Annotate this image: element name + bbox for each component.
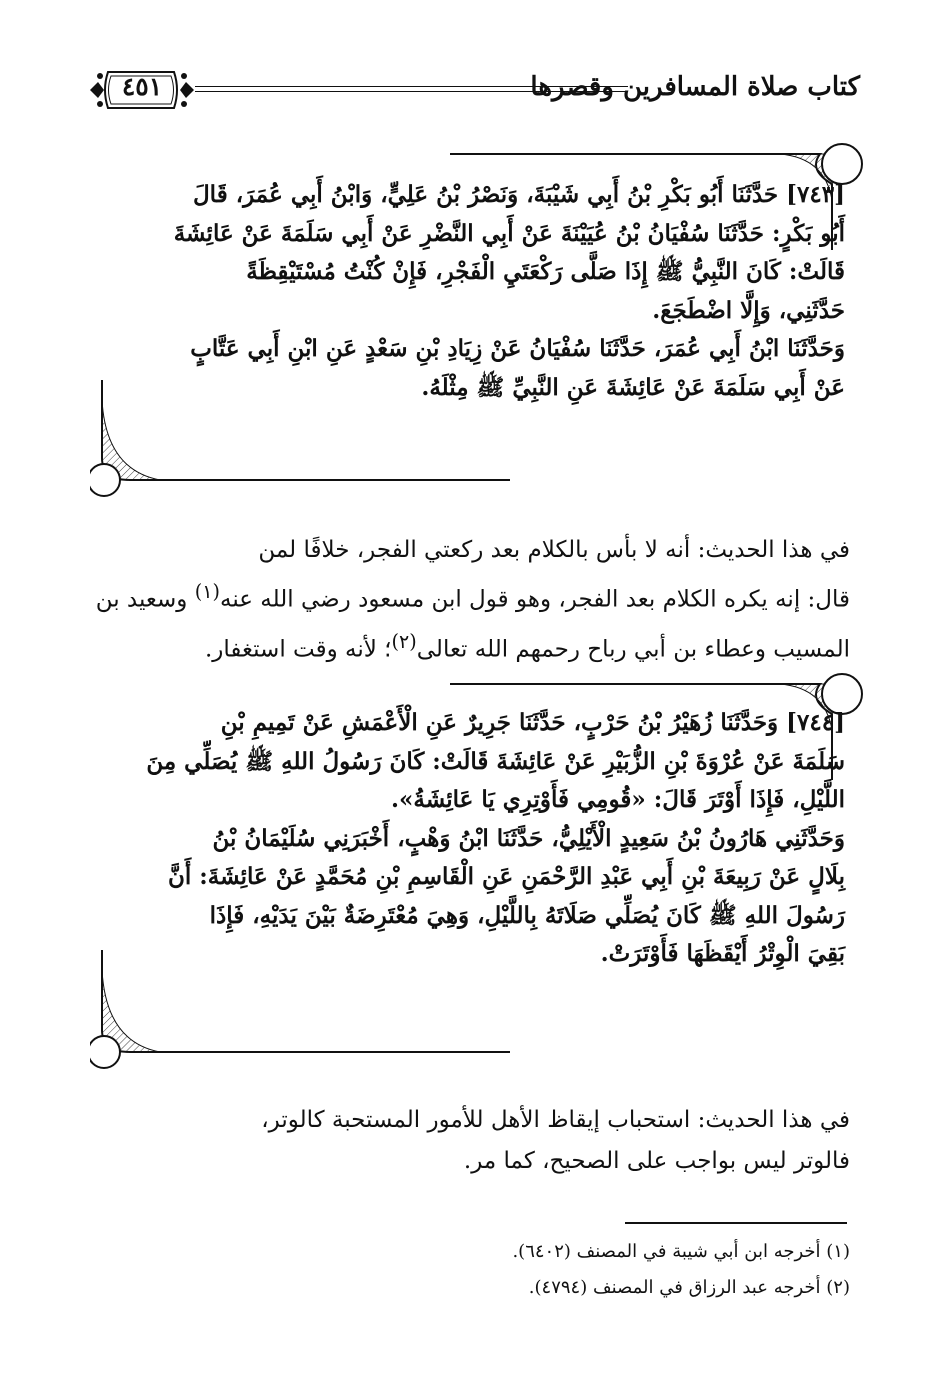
footnote-2: (٢) أخرجه عبد الرزاق في المصنف (٤٧٩٤).: [528, 1277, 850, 1298]
hadith-744: [105, 704, 845, 974]
hadith-743: [105, 176, 845, 407]
hadith-line: قَالَتْ: كَانَ النَّبِيُّ ﷺ إِذَا صَلَّى رَكْعَتَيِ الْفَجْرِ، فَإِنْ كُنْتُ مُسْتَيْقِظَةً: [246, 258, 845, 285]
commentary-text: ؛ لأنه وقت استغفار.: [204, 636, 392, 663]
hadith-line: حَدَّثَنِي، وَإِلَّا اضْطَجَعَ.: [652, 296, 845, 324]
commentary-text: قال: إنه يكره الكلام بعد الفجر، وهو قول ابن مسعود رضي الله عنه: [220, 586, 850, 613]
footnote-ref-2[interactable]: (٢): [391, 629, 417, 653]
footnote-separator: [625, 1222, 847, 1224]
hadith-line: وَحَدَّثَنِي هَارُونُ بْنُ سَعِيدٍ الْأَيْلِيُّ، حَدَّثَنَا ابْنُ وَهْبٍ، أَخْبَرَنِي سُلَيْمَانُ بْنُ: [212, 824, 845, 852]
hadith-line: عَنْ أَبِي سَلَمَةَ عَنْ عَائِشَةَ عَنِ النَّبِيِّ ﷺ مِثْلَهُ.: [421, 373, 845, 401]
page-number-ornament: [88, 66, 196, 114]
footnotes: [100, 1238, 850, 1310]
page-header: [70, 62, 860, 122]
commentary-line: فالوتر ليس بواجب على الصحيح، كما مر.: [463, 1148, 850, 1174]
hadith-line: سَلَمَةَ عَنْ عُرْوَةَ بْنِ الزُّبَيْرِ عَنْ عَائِشَةَ قَالَتْ: كَانَ رَسُولُ اللهِ ﷺ يُصَلِّي مِنَ: [146, 747, 845, 775]
hadith-line: رَسُولَ اللهِ ﷺ كَانَ يُصَلِّي صَلَاتَهُ بِاللَّيْلِ، وَهِيَ مُعْتَرِضَةٌ بَيْنَ يَدَيْهِ، فَإِذَا: [209, 901, 845, 929]
hadith-line: اللَّيْلِ، فَإِذَا أَوْتَرَ قَالَ: «قُومِي فَأَوْتِرِي يَا عَائِشَةُ».: [391, 786, 845, 813]
commentary-743: [85, 530, 850, 670]
footnote-1: (١) أخرجه ابن أبي شيبة في المصنف (٦٤٠٢).: [512, 1241, 850, 1262]
commentary-line: في هذا الحديث: استحباب إيقاظ الأهل للأمور المستحبة كالوتر،: [261, 1107, 850, 1133]
hadith-line: بَقِيَ الْوِتْرُ أَيْقَظَهَا فَأَوْتَرَتْ.: [600, 940, 845, 967]
commentary-line: في هذا الحديث: أنه لا بأس بالكلام بعد ركعتي الفجر، خلافًا لمن: [258, 537, 850, 563]
footnote-ref-1[interactable]: (١): [194, 580, 220, 603]
commentary-line: [85, 621, 850, 671]
hadith-line: [٧٤٤] وَحَدَّثَنَا زُهَيْرُ بْنُ حَرْبٍ، حَدَّثَنَا جَرِيرٌ عَنِ الْأَعْمَشِ عَنْ تَمِيمِ بْنِ: [220, 709, 845, 736]
hadith-line: وَحَدَّثَنَا ابْنُ أَبِي عُمَرَ، حَدَّثَنَا سُفْيَانُ عَنْ زِيَادِ بْنِ سَعْدٍ عَنِ ابْنِ أَبِي عَتَّابٍ: [190, 335, 845, 362]
page-number: ٤٥١: [121, 72, 163, 101]
book-title: كتاب صلاة المسافرين وقصرها: [530, 72, 860, 102]
hadith-line: [٧٤٣] حَدَّثَنَا أَبُو بَكْرِ بْنُ أَبِي شَيْبَةَ، وَنَصْرُ بْنُ عَلِيٍّ، وَابْنُ أَبِي عُمَرَ، قَالَ: [192, 181, 845, 208]
hadith-line: بِلَالٍ عَنْ رَبِيعَةَ بْنِ أَبِي عَبْدِ الرَّحْمَنِ عَنِ الْقَاسِمِ بْنِ مُحَمَّدٍ عَنْ عَائِشَةَ: أَنَّ: [167, 863, 845, 890]
hadith-line: أَبُو بَكْرٍ: حَدَّثَنَا سُفْيَانُ بْنُ عُيَيْنَةَ عَنْ أَبِي النَّضْرِ عَنْ أَبِي سَلَمَةَ عَنْ عَائِشَةَ: [173, 219, 845, 247]
commentary-744: [85, 1100, 850, 1182]
commentary-text: المسيب وعطاء بن أبي رباح رحمهم الله تعالى: [416, 636, 850, 663]
header-rule: [195, 86, 628, 92]
commentary-text: وسعيد بن: [95, 586, 195, 613]
commentary-line: [85, 571, 850, 621]
